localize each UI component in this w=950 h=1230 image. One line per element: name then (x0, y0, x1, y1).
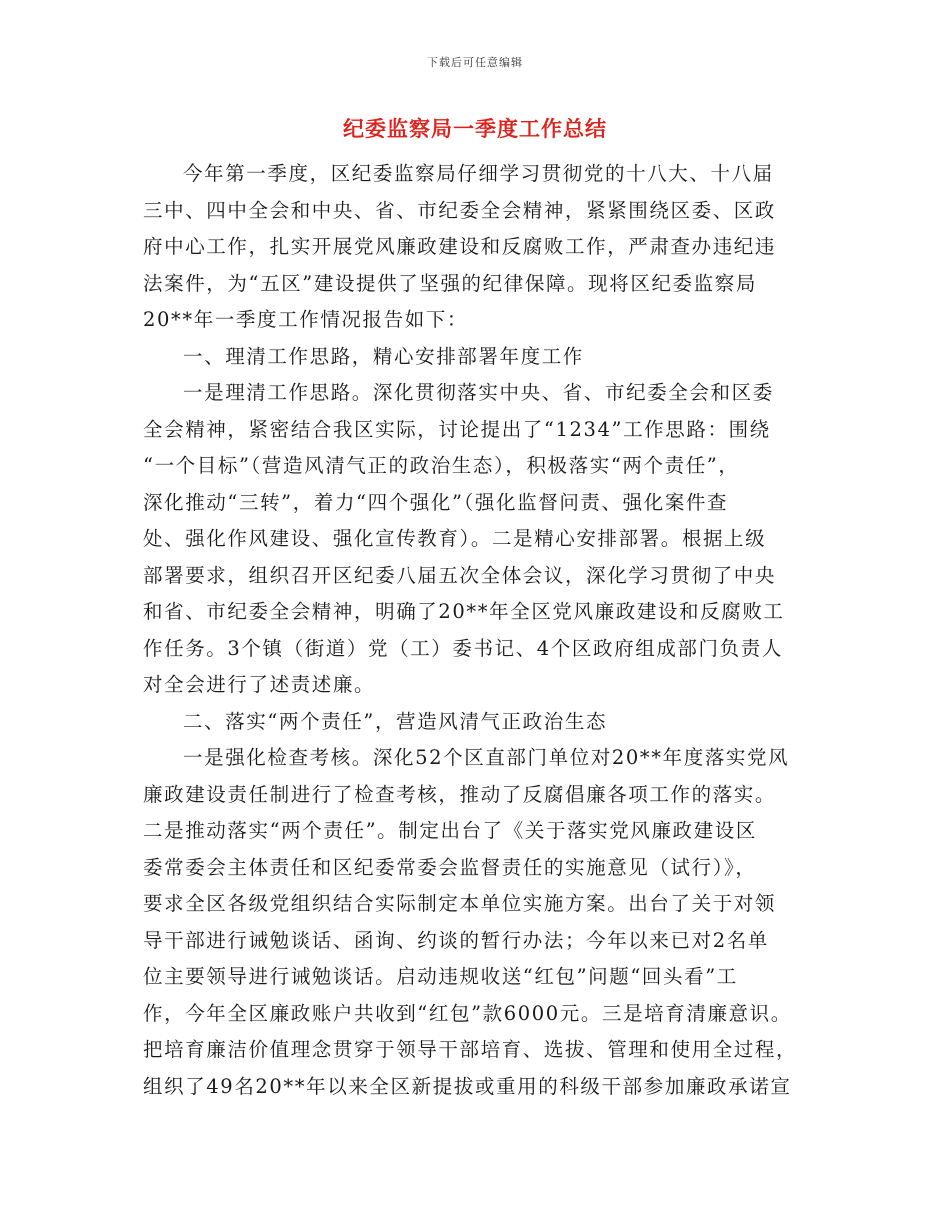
document-body (143, 156, 823, 1105)
paragraph-line: 一是强化检查考核。深化52个区直部门单位对20**年度落实党风 (183, 746, 790, 769)
paragraph-line: 组织了49名20**年以来全区新提拔或重用的科级干部参加廉政承诺宣 (143, 1074, 792, 1098)
paragraph-line: 要求全区各级党组织结合实际制定本单位实施方案。出台了关于对领 (143, 892, 777, 915)
paragraph-line: 法案件，为“五区”建设提供了坚强的纪律保障。现将区纪委监察局 (143, 271, 757, 295)
paragraph-line: 部署要求，组织召开区纪委八届五次全体会议，深化学习贯彻了中央 (143, 563, 777, 587)
paragraph-line: 作，今年全区廉政账户共收到“红包”款6000元。三是培育清廉意识。 (143, 1001, 792, 1025)
paragraph-line: 二是推动落实“两个责任”。制定出台了《关于落实党风廉政建设区 (143, 819, 757, 842)
paragraph-line: “一个目标”（营造风清气正的政治生态），积极落实“两个责任”， (143, 454, 740, 477)
paragraph-line: 二、落实“两个责任”，营造风清气正政治生态 (183, 709, 608, 733)
paragraph-line: 府中心工作，扎实开展党风廉政建设和反腐败工作，严肃查办违纪违 (143, 235, 777, 258)
paragraph-line: 三中、四中全会和中央、省、市纪委全会精神，紧紧围绕区委、区政 (143, 198, 777, 222)
paragraph-line: 委常委会主体责任和区纪委常委会监督责任的实施意见（试行）》， (143, 855, 757, 879)
paragraph-line: 作任务。3个镇（街道）党（工）委书记、4个区政府组成部门负责人 (143, 636, 783, 660)
paragraph-line: 和省、市纪委全会精神，明确了20**年全区党风廉政建设和反腐败工 (143, 600, 785, 623)
paragraph-line: 导干部进行诫勉谈话、函询、约谈的暂行办法；今年以来已对2名单 (143, 928, 769, 952)
paragraph-line: 一是理清工作思路。深化贯彻落实中央、省、市纪委全会和区委 (183, 381, 774, 404)
paragraph-line: 全会精神，紧密结合我区实际，讨论提出了“1234”工作思路：围绕 (143, 417, 771, 441)
paragraph-line: 处、强化作风建设、强化宣传教育）。二是精心安排部署。根据上级 (143, 527, 767, 550)
document-title: 纪委监察局一季度工作总结 (343, 116, 607, 141)
paragraph-line: 20**年一季度工作情况报告如下： (143, 308, 469, 331)
paragraph-line: 对全会进行了述责述廉。 (143, 673, 376, 696)
paragraph-line: 深化推动“三转”，着力“四个强化”（强化监督问责、强化案件查 (143, 490, 729, 514)
paragraph-line: 把培育廉洁价值理念贯穿于领导干部培育、选拔、管理和使用全过程， (143, 1038, 798, 1061)
paragraph-line: 今年第一季度，区纪委监察局仔细学习贯彻党的十八大、十八届 (183, 162, 774, 185)
paragraph-line: 廉政建设责任制进行了检查考核，推动了反腐倡廉各项工作的落实。 (143, 782, 777, 806)
paragraph-line: 位主要领导进行诫勉谈话。启动违规收送“红包”问题“回头看”工 (143, 965, 738, 988)
paragraph-line: 一、理清工作思路，精心安排部署年度工作 (183, 344, 584, 368)
header-note: 下载后可任意编辑 (427, 56, 523, 69)
